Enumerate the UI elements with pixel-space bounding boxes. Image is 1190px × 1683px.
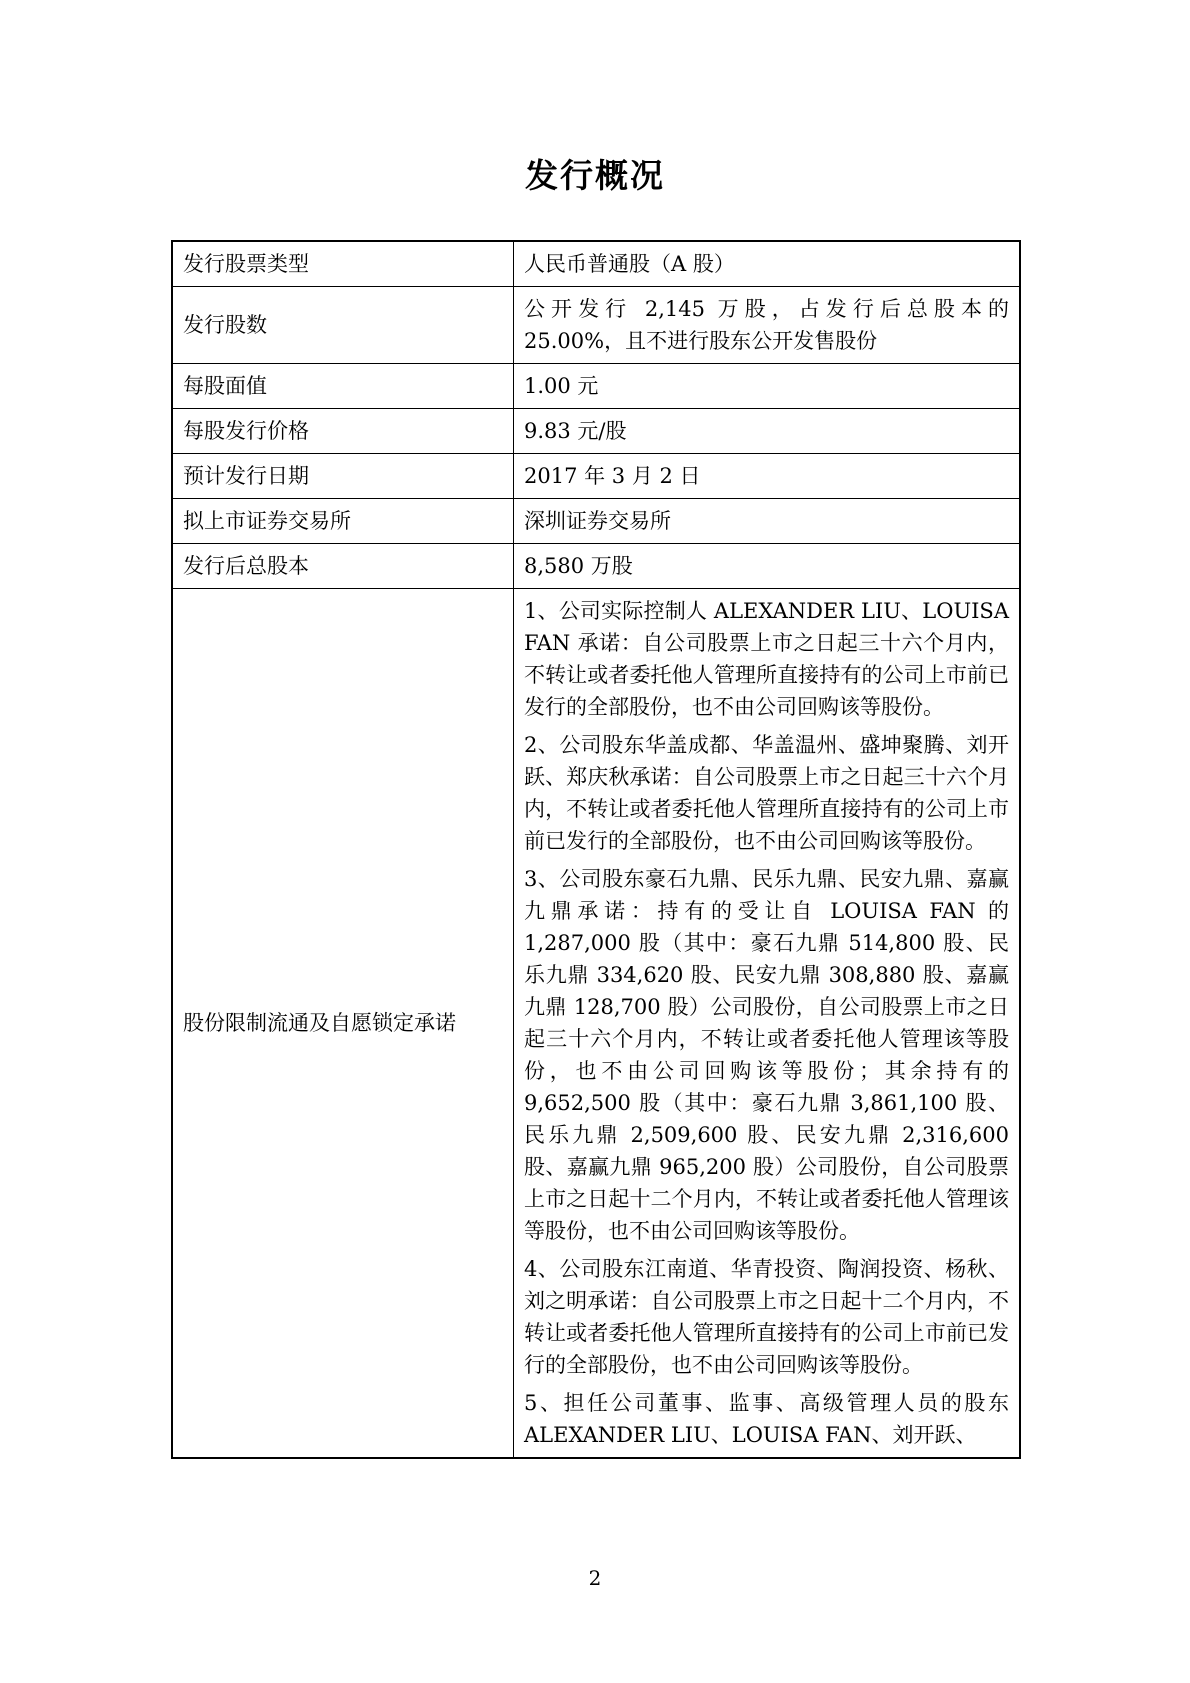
row-value: 公开发行 2,145 万股，占发行后总股本的25.00%，且不进行股东公开发售股份	[514, 287, 1021, 364]
row-label: 拟上市证券交易所	[172, 499, 514, 544]
row-label: 每股发行价格	[172, 409, 514, 454]
commitment-paragraph: 4、公司股东江南道、华青投资、陶润投资、杨秋、刘之明承诺：自公司股票上市之日起十二个月内，不转让或者委托他人管理所直接持有的公司上市前已发行的全部股份，也不由公司回购该等股份。	[524, 1257, 1009, 1377]
row-value: 9.83 元/股	[514, 409, 1021, 454]
commitment-paragraph: 5、担任公司董事、监事、高级管理人员的股东ALEXANDER LIU、LOUISA FAN、刘开跃、	[524, 1391, 1009, 1447]
row-value: 1.00 元	[514, 364, 1021, 409]
row-value: 8,580 万股	[514, 544, 1021, 589]
table-row	[172, 287, 1020, 364]
table-row	[172, 454, 1020, 499]
row-label: 发行股票类型	[172, 241, 514, 287]
row-label: 发行股数	[172, 287, 514, 364]
table-row	[172, 241, 1020, 287]
commitment-paragraph: 1、公司实际控制人 ALEXANDER LIU、LOUISA FAN 承诺：自公司股票上市之日起三十六个月内，不转让或者委托他人管理所直接持有的公司上市前已发行的全部股份，也不由公司回购该等股份。	[524, 599, 1009, 719]
table-row	[172, 499, 1020, 544]
issuance-table	[171, 240, 1021, 1459]
row-value: 人民币普通股（A 股）	[514, 241, 1021, 287]
page-title: 发行概况	[525, 156, 665, 195]
page-number: 2	[588, 1566, 602, 1590]
commitment-text	[514, 589, 1021, 1459]
row-label: 发行后总股本	[172, 544, 514, 589]
row-value: 深圳证券交易所	[514, 499, 1021, 544]
row-label: 每股面值	[172, 364, 514, 409]
table-row-commitment	[172, 589, 1020, 1459]
row-label: 股份限制流通及自愿锁定承诺	[172, 589, 514, 1459]
table-row	[172, 364, 1020, 409]
commitment-paragraph: 2、公司股东华盖成都、华盖温州、盛坤聚腾、刘开跃、郑庆秋承诺：自公司股票上市之日起三十六个月内，不转让或者委托他人管理所直接持有的公司上市前已发行的全部股份，也不由公司回购该等股份。	[524, 733, 1009, 853]
row-value: 2017 年 3 月 2 日	[514, 454, 1021, 499]
commitment-paragraph: 3、公司股东豪石九鼎、民乐九鼎、民安九鼎、嘉赢九鼎承诺：持有的受让自 LOUISA FAN 的1,287,000 股（其中：豪石九鼎 514,800 股、民乐九鼎 334,620 股、民安九鼎 308,880 股、嘉赢九鼎 128,700 股）公司股份，自公司股票上市之日起三十六个月内，不转让或者委托他人管理该等股份，也不由公司回购该等股份；其余持有的 9,652,500 股（其中：豪石九鼎 3,861,100 股、民乐九鼎 2,509,600 股、民安九鼎 2,316,600 股、嘉赢九鼎 965,200 股）公司股份，自公司股票上市之日起十二个月内，不转让或者委托他人管理该等股份，也不由公司回购该等股份。	[524, 867, 1009, 1243]
row-label: 预计发行日期	[172, 454, 514, 499]
table-row	[172, 409, 1020, 454]
table-row	[172, 544, 1020, 589]
